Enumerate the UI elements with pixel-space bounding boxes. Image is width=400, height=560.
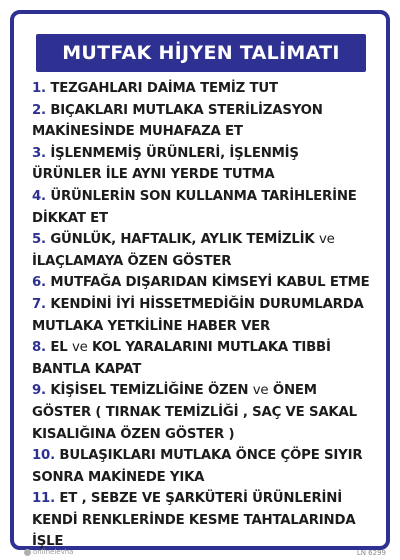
rule-text: SONRA MAKİNEDE YIKA bbox=[32, 469, 205, 485]
logo-circle-icon bbox=[24, 549, 31, 556]
rule-text: İŞLE bbox=[32, 534, 64, 550]
rule-text: DİKKAT ET bbox=[32, 210, 108, 226]
product-code: LN 6299 bbox=[356, 549, 386, 557]
rule-text: MUTFAĞA DIŞARIDAN KİMSEYİ KABUL ETME bbox=[50, 275, 370, 291]
rule-item bbox=[32, 488, 377, 553]
rule-line bbox=[32, 445, 377, 467]
rule-line bbox=[32, 510, 377, 532]
rule-line bbox=[32, 186, 377, 208]
rule-line bbox=[32, 208, 377, 230]
rule-text: ÜRÜNLER İLE AYNI YERDE TUTMA bbox=[32, 167, 275, 183]
rule-text: İLAÇLAMAYA ÖZEN GÖSTER bbox=[32, 253, 232, 269]
hygiene-sign bbox=[10, 10, 390, 550]
rule-item bbox=[32, 294, 377, 337]
rule-text: ÜRÜNLERİN SON KULLANMA TARİHLERİNE bbox=[50, 188, 357, 204]
rule-text: KENDİ RENKLERİNDE KESME TAHTALARINDA bbox=[32, 512, 356, 528]
rule-number: 1. bbox=[32, 81, 46, 96]
rule-line bbox=[32, 100, 377, 122]
rules-list bbox=[32, 78, 377, 553]
footer-logo-text: onlinelevha bbox=[33, 548, 74, 556]
rule-text: BIÇAKLARI MUTLAKA STERİLİZASYON bbox=[50, 102, 323, 118]
rule-item bbox=[32, 78, 377, 100]
title-bar bbox=[36, 34, 366, 72]
rule-number: 8. bbox=[32, 340, 46, 356]
rule-number: 4. bbox=[32, 188, 46, 204]
rule-line bbox=[32, 229, 377, 251]
rule-text: KISALIĞINA ÖZEN GÖSTER ) bbox=[32, 426, 235, 442]
rule-text: MAKİNESİNDE MUHAFAZA ET bbox=[32, 124, 243, 140]
rule-line bbox=[32, 467, 377, 489]
rule-number: 6. bbox=[32, 275, 46, 291]
rule-item bbox=[32, 445, 377, 488]
rule-text: KENDİNİ İYİ HİSSETMEDİĞİN DURUMLARDA bbox=[50, 296, 364, 312]
rule-line bbox=[32, 488, 377, 510]
rule-number: 2. bbox=[32, 102, 46, 118]
rule-line bbox=[32, 251, 377, 273]
rule-item bbox=[32, 229, 377, 272]
rule-line bbox=[32, 294, 377, 316]
rule-number: 9. bbox=[32, 383, 46, 399]
rule-line bbox=[32, 121, 377, 143]
rule-line bbox=[32, 78, 377, 100]
rule-text: BANTLA KAPAT bbox=[32, 361, 142, 377]
rule-line bbox=[32, 316, 377, 338]
rule-text: BULAŞIKLARI MUTLAKA ÖNCE ÇÖPE SIYIR bbox=[59, 448, 363, 464]
rule-line bbox=[32, 424, 377, 446]
rule-text: MUTLAKA YETKİLİNE HABER VER bbox=[32, 318, 271, 334]
rule-text: İŞLENMEMİŞ ÜRÜNLERİ, İŞLENMİŞ bbox=[50, 145, 299, 161]
rule-text: ET , SEBZE VE ŞARKÜTERİ ÜRÜNLERİNİ bbox=[59, 491, 342, 507]
rule-number: 11. bbox=[32, 491, 55, 507]
rule-item bbox=[32, 380, 377, 445]
rule-text: GÜNLÜK, HAFTALIK, AYLIK TEMİZLİK ve bbox=[50, 232, 335, 248]
rule-line bbox=[32, 272, 377, 294]
rule-line bbox=[32, 531, 377, 553]
rule-line bbox=[32, 402, 377, 424]
rule-text: EL ve KOL YARALARINI MUTLAKA TIBBİ bbox=[50, 340, 331, 356]
footer-logo bbox=[24, 548, 73, 556]
rule-number: 3. bbox=[32, 145, 46, 161]
rule-number: 5. bbox=[32, 232, 46, 248]
rule-item bbox=[32, 143, 377, 186]
sign-title: MUTFAK HİJYEN TALİMATI bbox=[62, 42, 340, 64]
rule-item bbox=[32, 337, 377, 380]
rule-line bbox=[32, 380, 377, 402]
rule-text: KİŞİSEL TEMİZLİĞİNE ÖZEN ve ÖNEM bbox=[50, 383, 317, 399]
rule-item bbox=[32, 186, 377, 229]
rule-line bbox=[32, 359, 377, 381]
rule-text: GÖSTER ( TIRNAK TEMİZLİĞİ , SAÇ VE SAKAL bbox=[32, 404, 357, 420]
rule-item bbox=[32, 100, 377, 143]
rule-number: 10. bbox=[32, 448, 55, 464]
rule-item bbox=[32, 272, 377, 294]
rule-line bbox=[32, 337, 377, 359]
rule-line bbox=[32, 143, 377, 165]
rule-number: 7. bbox=[32, 296, 46, 312]
rule-text: TEZGAHLARI DAİMA TEMİZ TUT bbox=[50, 81, 278, 96]
rule-line bbox=[32, 164, 377, 186]
